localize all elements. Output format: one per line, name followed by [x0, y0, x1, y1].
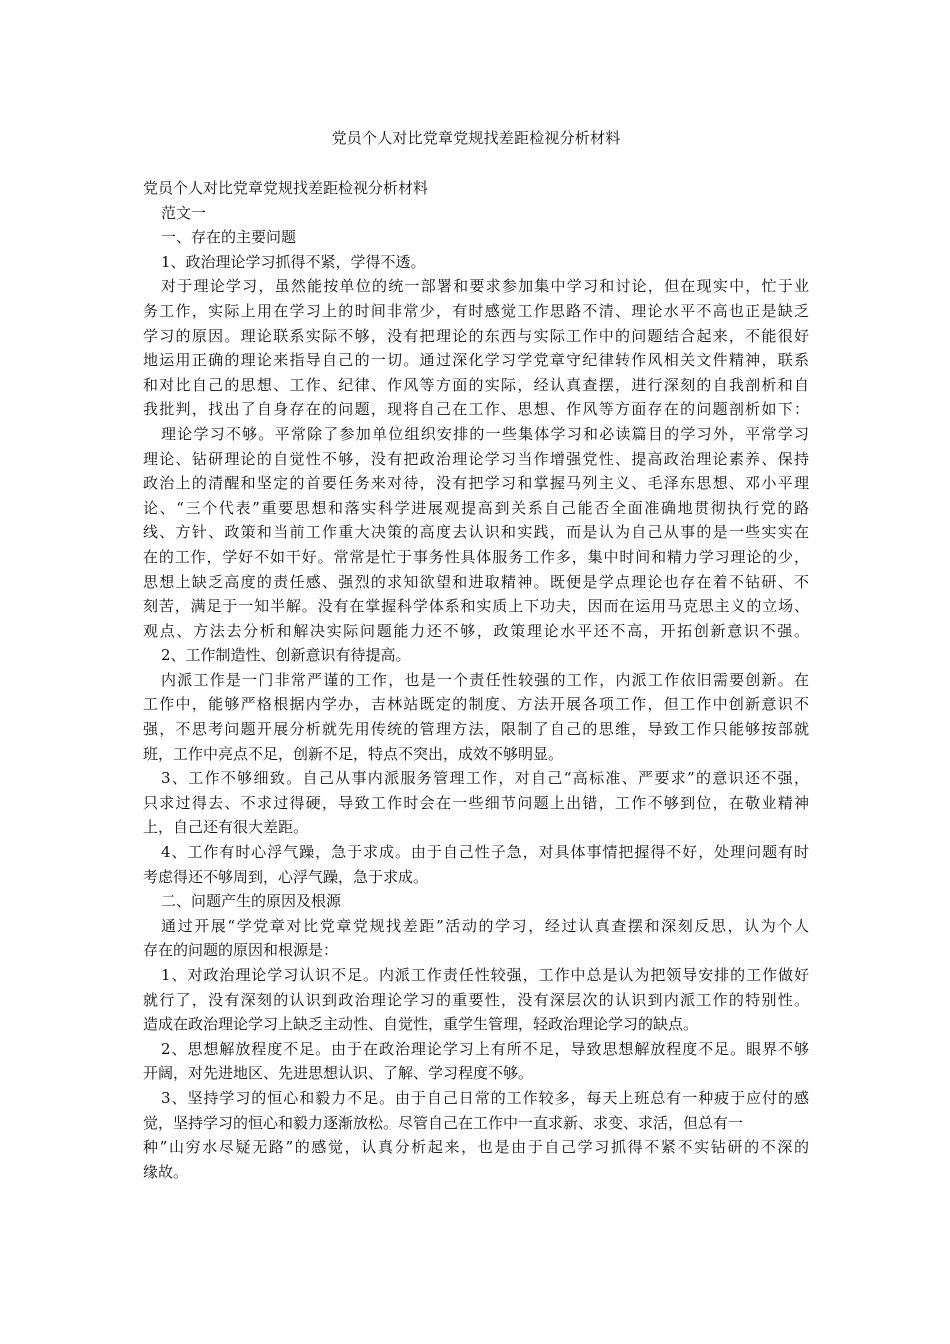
body-line: 理论学习不够。平常除了参加单位组织安排的一些集体学习和必读篇目的学习外，平常学习	[161, 424, 809, 443]
body-line: 1、政治理论学习抓得不紧，学得不透。	[161, 252, 426, 271]
body-line: 3、工作不够细致。自己从事内派服务管理工作，对自己“高标准、严要求”的意识还不强，	[161, 769, 809, 788]
body-line: 2、思想解放程度不足。由于在政治理论学习上有所不足，导致思想解放程度不足。眼界不够	[161, 1039, 809, 1058]
body-line: 在的工作，学好不如干好。常常是忙于事务性具体服务工作多，集中时间和精力学习理论的少，	[143, 547, 809, 566]
body-line: 就行了，没有深刻的认识到政治理论学习的重要性，没有深层次的认识到内派工作的特别性。	[143, 990, 809, 1009]
body-line: 考虑得还不够周到，心浮气躁，急于求成。	[143, 867, 429, 886]
body-line: 一、存在的主要问题	[161, 228, 297, 247]
body-line: 地运用正确的理论来指导自己的一切。通过深化学习学党章守纪律转作风相关文件精神，联系	[143, 351, 809, 370]
body-line: 二、问题产生的原因及根源	[161, 892, 342, 911]
body-line: 1、对政治理论学习认识不足。内派工作责任性较强，工作中总是认为把领导安排的工作做好	[161, 966, 809, 984]
body-line: 对于理论学习，虽然能按单位的统一部署和要求参加集中学习和讨论，但在现实中，忙于业	[161, 277, 809, 296]
document-title: 党员个人对比党章党规找差距检视分析材料	[331, 129, 621, 147]
body-line: 缘故。	[143, 1162, 189, 1181]
body-line: 党员个人对比党章党规找差距检视分析材料	[143, 179, 429, 197]
body-line: 务工作，实际上用在学习上的时间非常少，有时感觉工作思路不清、理论水平不高也正是缺乏	[143, 301, 809, 320]
body-line: 和对比自己的思想、工作、纪律、作风等方面的实际，经认真查摆，进行深刻的自我剖析和自	[143, 375, 809, 394]
body-line: 上，自己还有很大差距。	[143, 818, 309, 837]
body-line: 3、坚持学习的恒心和毅力不足。由于自己日常的工作较多，每天上班总有一种疲于应付的感	[161, 1088, 809, 1107]
body-line: 观点、方法去分析和解决实际问题能力还不够，政策理论水平还不高，开拓创新意识不强。	[143, 621, 809, 640]
body-line: 4、工作有时心浮气躁，急于求成。由于自己性子急，对具体事情把握得不好，处理问题有时	[161, 843, 809, 862]
body-line: 思想上缺乏高度的责任感、强烈的求知欲望和进取精神。既便是学点理论也存在着不钻研、不	[143, 572, 809, 591]
body-line: 工作中，能够严格根据内学办，吉林站既定的制度、方法开展各项工作，但工作中创新意识不	[143, 695, 809, 714]
document-body	[143, 176, 809, 1184]
body-line: 只求过得去、不求过得硬，导致工作时会在一些细节问题上出错，工作不够到位，在敬业精神	[143, 793, 809, 812]
body-line: 论、“三个代表”重要思想和落实科学进展观提高到关系自己能否全面准确地贯彻执行党的路	[143, 498, 809, 517]
body-line: 范文一	[161, 203, 207, 222]
body-line: 通过开展“学党章对比党章党规找差距”活动的学习，经过认真查摆和深刻反思，认为个人	[161, 916, 809, 935]
body-line: 我批判，找出了自身存在的问题，现将自己在工作、思想、作风等方面存在的问题剖析如下：	[143, 400, 809, 419]
body-line: 2、工作制造性、创新意识有待提高。	[161, 646, 411, 665]
body-line: 开阔，对先进地区、先进思想认识、了解、学习程度不够。	[143, 1064, 534, 1083]
body-line: 刻苦，满足于一知半解。没有在掌握科学体系和实质上下功夫，因而在运用马克思主义的立场、	[143, 597, 809, 616]
body-line: 学习的原因。理论联系实际不够，没有把理论的东西与实际工作中的问题结合起来，不能很好	[143, 326, 809, 345]
body-line: 种”山穷水尽疑无路”的感觉，认真分析起来，也是由于自己学习抓得不紧不实钻研的不深的	[143, 1138, 809, 1157]
body-line: 线、方针、政策和当前工作重大决策的高度去认识和实践，而是认为自己从事的是一些实实在	[143, 523, 809, 542]
body-line: 造成在政治理论学习上缺乏主动性、自觉性，重学生管理，轻政治理论学习的缺点。	[143, 1015, 699, 1034]
body-line: 内派工作是一门非常严谨的工作，也是一个责任性较强的工作，内派工作依旧需要创新。在	[161, 670, 809, 689]
body-line: 强，不思考问题开展分析就先用传统的管理方法，限制了自己的思维，导致工作只能够按部就	[143, 720, 809, 739]
body-line: 理论、钻研理论的自觉性不够，没有把政治理论学习当作增强党性、提高政治理论素养、保持	[143, 449, 809, 468]
body-line: 觉，坚持学习的恒心和毅力逐渐放松。尽管自己在工作中一直求新、求变、求活，但总有一	[143, 1113, 744, 1132]
body-line: 政治上的清醒和坚定的首要任务来对待，没有把学习和掌握马列主义、毛泽东思想、邓小平理	[143, 474, 809, 493]
body-line: 存在的问题的原因和根源是：	[143, 941, 339, 960]
body-line: 班，工作中亮点不足，创新不足，特点不突出，成效不够明显。	[143, 744, 564, 763]
